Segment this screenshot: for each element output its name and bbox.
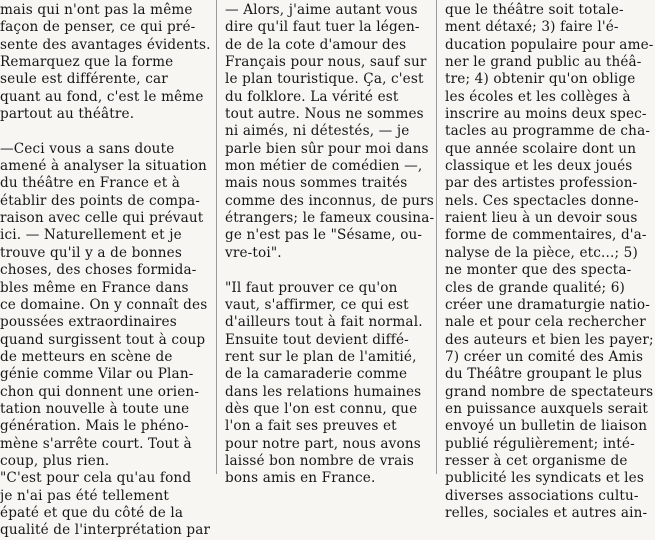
text-line: tout autre. Nous ne sommes [225, 106, 424, 123]
text-line: ici. — Naturellement et je [0, 227, 182, 244]
text-line: génie comme Vilar ou Plan- [0, 366, 194, 383]
text-line: seule est différente, car [0, 71, 168, 88]
text-line: établir des points de compa- [0, 192, 200, 209]
text-line: trouve qu'il y a de bonnes [0, 244, 182, 261]
text-line: "Il faut prouver ce qu'on [225, 279, 398, 296]
text-line: ment détaxé; 3) faire l'é- [445, 19, 619, 36]
text-line: resser à cet organisme de [445, 452, 628, 469]
text-line: Français pour nous, sauf sur [225, 54, 427, 71]
text-line [225, 262, 425, 279]
text-line: dès que l'on est connu, que [225, 400, 418, 417]
text-line: bons amis en France. [225, 470, 376, 487]
text-line: tation nouvelle à toute une [0, 400, 190, 417]
text-line: 7) créer un comité des Amis [445, 348, 644, 365]
text-line: raient lieu à un devoir sous [445, 210, 638, 227]
text-line: mais nous sommes traités [225, 175, 408, 192]
text-line: du folklore. La vérité est [225, 88, 399, 105]
column-divider-1 [216, 0, 217, 474]
text-line: pour notre part, nous avons [225, 435, 421, 452]
text-line: dire qu'il faut tuer la légen- [225, 19, 420, 36]
text-line: ne monter que des specta- [445, 262, 632, 279]
text-line: génération. Mais le phéno- [0, 418, 189, 435]
text-line: Ensuite tout devient diffé- [225, 331, 409, 348]
text-line: mène s'arrête court. Tout à [0, 435, 192, 452]
text-line: ducation populaire pour ame- [445, 36, 654, 53]
text-line: rent sur le plan de l'amitié, [225, 348, 417, 365]
text-line: poussées extraordinaires [0, 314, 177, 331]
text-line: que le théâtre soit totale- [445, 2, 624, 18]
text-line: des auteurs et bien les payer; [445, 331, 654, 348]
text-line: quant au fond, c'est le même [0, 88, 204, 105]
column-divider-2 [436, 0, 437, 474]
text-line: ner le grand public au théâ- [445, 54, 642, 71]
text-line: classique et les deux joués [445, 158, 633, 175]
text-line: envoyé un bulletin de liaison [445, 418, 648, 435]
text-line: inscrire au moins deux spec- [445, 106, 647, 123]
text-line: qualité de l'interprétation par [0, 522, 211, 539]
text-line: nale et pour cela rechercher [445, 314, 646, 331]
text-line: laissé bon nombre de vrais [225, 452, 415, 469]
text-column-1 [0, 2, 211, 540]
text-line: ge n'est pas le "Sésame, ou- [225, 227, 423, 244]
text-line: diverses associations cultu- [445, 487, 639, 504]
text-line: de metteurs en scène de [0, 348, 173, 365]
text-line: forme de commentaires, d'a- [445, 227, 647, 244]
text-line: — Alors, j'aime autant vous [225, 2, 418, 18]
text-line: tre; 4) obtenir qu'on oblige [445, 71, 636, 88]
text-line: mon métier de comédien —, [225, 158, 423, 175]
text-line: coup, plus rien. [0, 452, 110, 469]
text-line [0, 123, 208, 140]
text-line: de la camaraderie comme [225, 366, 408, 383]
text-line: dans les relations humaines [225, 383, 422, 400]
text-line: publié régulièrement; inté- [445, 435, 635, 452]
text-line: partout au théâtre. [0, 106, 135, 123]
text-line: vre-toi". [225, 244, 282, 261]
text-line: ce domaine. On y connaît des [0, 296, 208, 313]
text-line: "C'est pour cela qu'au fond [0, 470, 192, 487]
text-line: relles, sociales et autres ain- [445, 504, 648, 521]
text-line: nels. Ces spectacles donne- [445, 192, 639, 209]
text-line: que année scolaire dont un [445, 140, 637, 157]
text-line: l'on a fait ses preuves et [225, 418, 397, 435]
text-line: chon qui donnent une orien- [0, 383, 200, 400]
text-line: façon de penser, ce qui pré- [0, 19, 196, 36]
text-line: épaté et que du côté de la [0, 504, 184, 521]
text-line: les écoles et les collèges à [445, 88, 631, 105]
text-line: par des artistes profession- [445, 175, 638, 192]
text-line: ni aimés, ni détestés, — je [225, 123, 410, 140]
text-line: tacles au programme de cha- [445, 123, 651, 140]
text-line: en puissance auxquels serait [445, 400, 649, 417]
text-line: mais qui n'ont pas la même [0, 2, 193, 18]
text-line: du Théâtre groupant le plus [445, 366, 643, 383]
text-line: cles de grande qualité; 6) [445, 279, 626, 296]
text-line: étrangers; le fameux cousina- [225, 210, 435, 227]
text-line: le plan touristique. Ça, c'est [225, 71, 424, 88]
text-line: d'ailleurs tout à fait normal. [225, 314, 423, 331]
text-line: vaut, s'affirmer, ce qui est [225, 296, 409, 313]
text-line: sente des avantages évidents. [0, 36, 211, 53]
text-line: —Ceci vous a sans doute [0, 140, 175, 157]
text-line: quand surgissent tout à coup [0, 331, 206, 348]
text-line: Remarquez que la forme [0, 54, 174, 71]
text-line: parle bien sûr pour moi dans [225, 140, 429, 157]
text-column-3 [445, 2, 655, 522]
text-line: créer une dramaturgie natio- [445, 296, 650, 313]
text-line: bles même en France dans [0, 279, 189, 296]
text-line: choses, des choses formida- [0, 262, 197, 279]
text-line: de de la cote d'amour des [225, 36, 407, 53]
text-line: je n'ai pas été tellement [0, 487, 169, 504]
text-line: publicité les syndicats et les [445, 470, 644, 487]
text-line: raison avec celle qui prévaut [0, 210, 204, 227]
text-line: grand nombre de spectateurs [445, 383, 654, 400]
text-column-2 [225, 2, 435, 488]
text-line: du théâtre en France et à [0, 175, 181, 192]
text-line: comme des inconnus, de purs [225, 192, 434, 209]
text-line: amené à analyser la situation [0, 158, 207, 175]
text-line: nalyse de la pièce, etc...; 5) [445, 244, 638, 261]
